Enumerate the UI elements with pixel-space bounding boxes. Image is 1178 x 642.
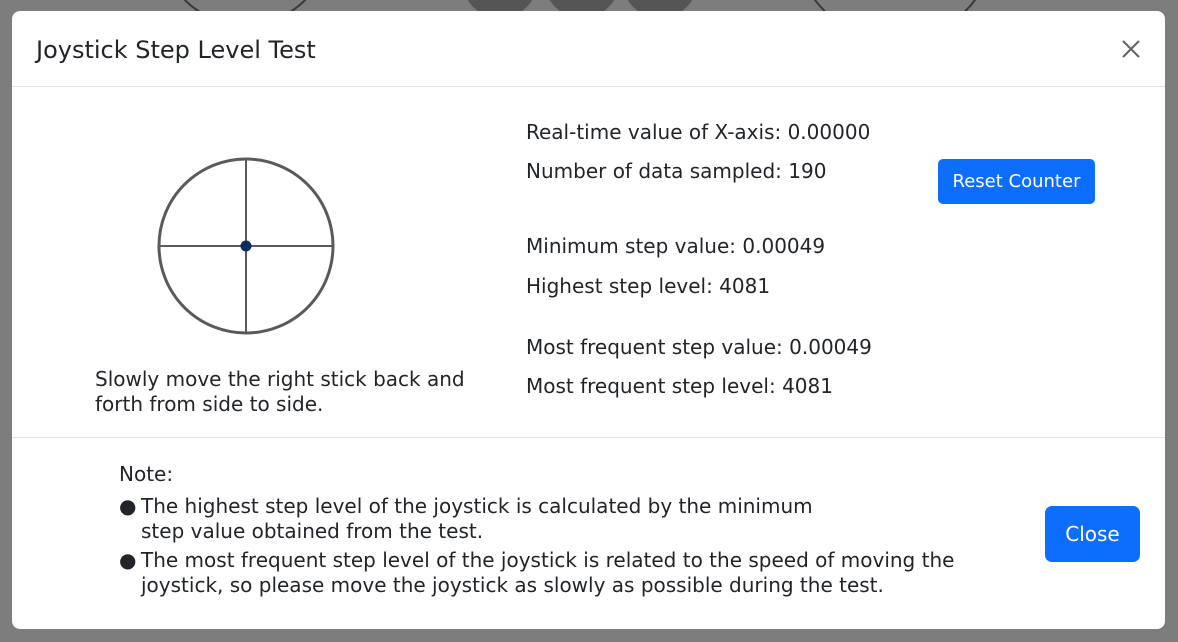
dialog-body	[12, 87, 1165, 438]
note-item-1	[119, 494, 989, 544]
reset-counter-button[interactable]: Reset Counter	[938, 159, 1095, 204]
joystick-visualizer	[155, 155, 337, 337]
instruction-text: Slowly move the right stick back and forth from side to side.	[95, 367, 465, 416]
most-frequent-step-level: Most frequent step level: 4081	[526, 374, 833, 398]
close-button[interactable]: Close	[1045, 506, 1140, 562]
bullet-icon: ●	[119, 494, 137, 518]
most-frequent-step-value: Most frequent step value: 0.00049	[526, 335, 872, 359]
dialog-footer	[12, 438, 1165, 629]
highest-step-level: Highest step level: 4081	[526, 274, 771, 298]
step-level-dialog	[12, 11, 1165, 629]
close-icon[interactable]	[1119, 37, 1143, 61]
note-item-1-text: The highest step level of the joystick is calculated by the minimum step value obtained from the test.	[141, 494, 813, 543]
dialog-header	[12, 11, 1165, 87]
note-item-2-text: The most frequent step level of the joystick is related to the speed of moving the joystick, so please move the joystick as slowly as possible during the test.	[141, 548, 955, 597]
note-title: Note:	[119, 462, 174, 486]
bullet-icon: ●	[119, 548, 137, 572]
samples-count: Number of data sampled: 190	[526, 159, 827, 183]
realtime-x-value: Real-time value of X-axis: 0.00000	[526, 120, 871, 144]
min-step-value: Minimum step value: 0.00049	[526, 234, 826, 258]
note-item-2	[119, 548, 989, 598]
stick-position-dot	[241, 241, 252, 252]
dialog-title: Joystick Step Level Test	[36, 36, 316, 64]
